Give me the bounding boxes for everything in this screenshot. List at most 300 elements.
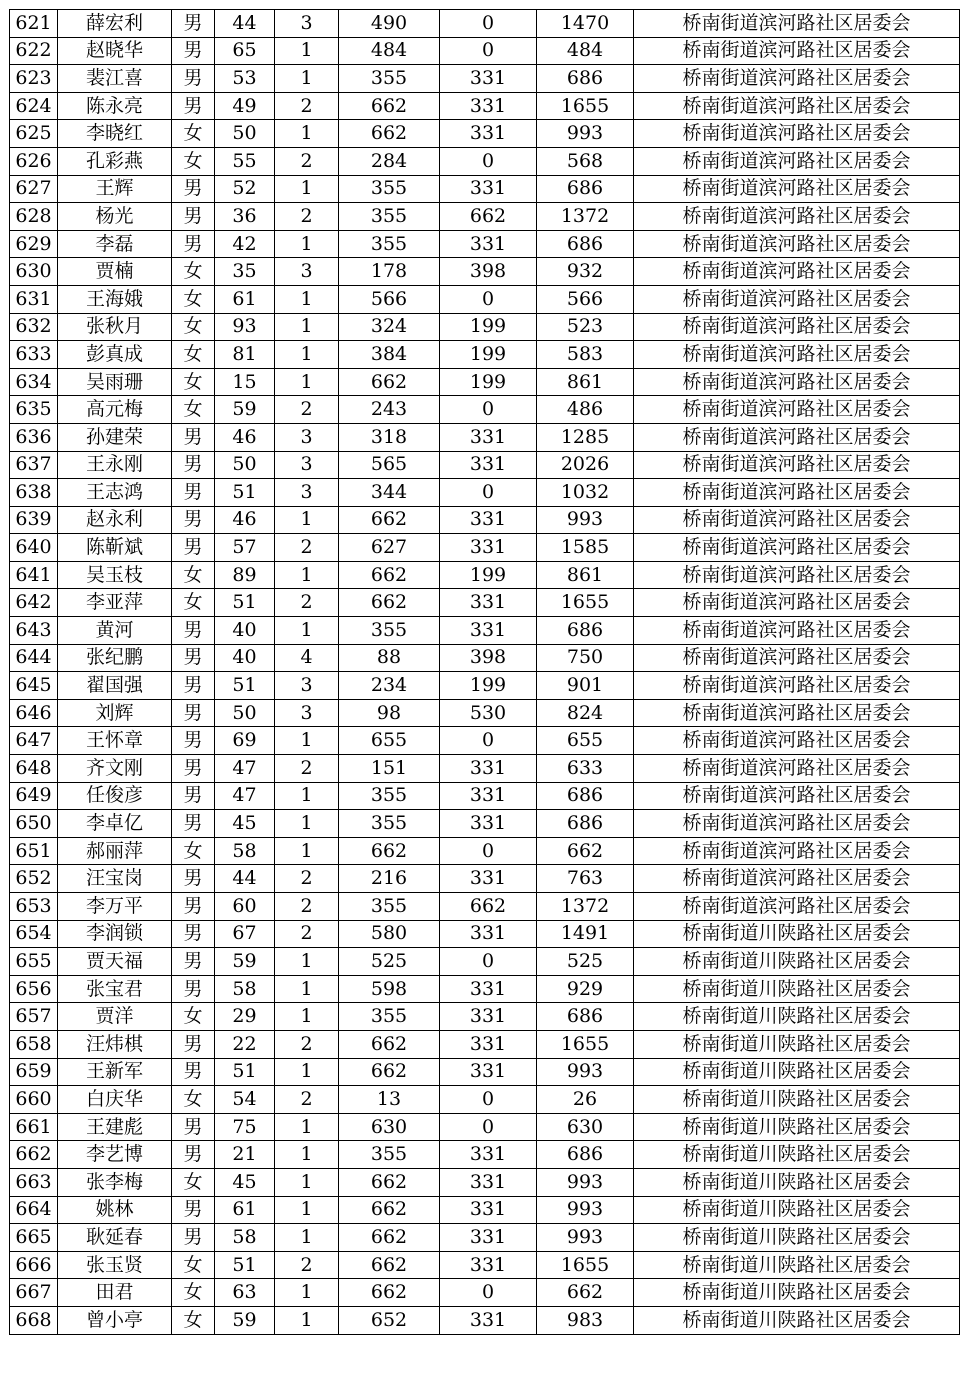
amount-a-cell: 662 xyxy=(339,1224,440,1252)
row-index-cell: 638 xyxy=(10,479,58,507)
total-amount-cell: 566 xyxy=(537,285,634,313)
amount-b-cell: 331 xyxy=(440,810,537,838)
person-name-cell: 李万平 xyxy=(58,893,172,921)
gender-cell: 男 xyxy=(172,644,215,672)
community-committee-cell: 桥南街道滨河路社区居委会 xyxy=(634,37,960,65)
gender-cell: 男 xyxy=(172,755,215,783)
gender-cell: 女 xyxy=(172,1003,215,1031)
row-index-cell: 664 xyxy=(10,1196,58,1224)
row-index-cell: 649 xyxy=(10,782,58,810)
household-size-cell: 1 xyxy=(275,837,339,865)
table-row xyxy=(10,1058,960,1086)
amount-a-cell: 88 xyxy=(339,644,440,672)
community-committee-cell: 桥南街道滨河路社区居委会 xyxy=(634,175,960,203)
household-size-cell: 3 xyxy=(275,451,339,479)
amount-a-cell: 355 xyxy=(339,782,440,810)
age-cell: 51 xyxy=(215,479,275,507)
person-name-cell: 白庆华 xyxy=(58,1086,172,1114)
amount-a-cell: 318 xyxy=(339,423,440,451)
total-amount-cell: 1585 xyxy=(537,534,634,562)
household-size-cell: 2 xyxy=(275,893,339,921)
person-name-cell: 王建彪 xyxy=(58,1113,172,1141)
table-row xyxy=(10,341,960,369)
amount-b-cell: 331 xyxy=(440,865,537,893)
row-index-cell: 622 xyxy=(10,37,58,65)
amount-a-cell: 243 xyxy=(339,396,440,424)
row-index-cell: 644 xyxy=(10,644,58,672)
person-name-cell: 吴雨珊 xyxy=(58,368,172,396)
community-committee-cell: 桥南街道滨河路社区居委会 xyxy=(634,699,960,727)
gender-cell: 男 xyxy=(172,699,215,727)
amount-a-cell: 344 xyxy=(339,479,440,507)
community-committee-cell: 桥南街道滨河路社区居委会 xyxy=(634,727,960,755)
gender-cell: 女 xyxy=(172,1279,215,1307)
age-cell: 50 xyxy=(215,699,275,727)
row-index-cell: 632 xyxy=(10,313,58,341)
total-amount-cell: 583 xyxy=(537,341,634,369)
total-amount-cell: 486 xyxy=(537,396,634,424)
gender-cell: 女 xyxy=(172,341,215,369)
row-index-cell: 645 xyxy=(10,672,58,700)
community-committee-cell: 桥南街道川陕路社区居委会 xyxy=(634,1141,960,1169)
age-cell: 58 xyxy=(215,837,275,865)
gender-cell: 男 xyxy=(172,1030,215,1058)
amount-b-cell: 331 xyxy=(440,1168,537,1196)
table-row xyxy=(10,975,960,1003)
row-index-cell: 635 xyxy=(10,396,58,424)
age-cell: 58 xyxy=(215,1224,275,1252)
amount-a-cell: 652 xyxy=(339,1306,440,1334)
household-size-cell: 1 xyxy=(275,313,339,341)
amount-a-cell: 662 xyxy=(339,368,440,396)
total-amount-cell: 686 xyxy=(537,782,634,810)
total-amount-cell: 686 xyxy=(537,810,634,838)
table-row xyxy=(10,285,960,313)
table-row xyxy=(10,561,960,589)
household-size-cell: 3 xyxy=(275,699,339,727)
amount-b-cell: 331 xyxy=(440,92,537,120)
gender-cell: 男 xyxy=(172,175,215,203)
person-name-cell: 高元梅 xyxy=(58,396,172,424)
total-amount-cell: 1285 xyxy=(537,423,634,451)
gender-cell: 男 xyxy=(172,479,215,507)
gender-cell: 男 xyxy=(172,506,215,534)
age-cell: 51 xyxy=(215,1251,275,1279)
amount-b-cell: 331 xyxy=(440,920,537,948)
age-cell: 45 xyxy=(215,1168,275,1196)
community-committee-cell: 桥南街道滨河路社区居委会 xyxy=(634,589,960,617)
community-committee-cell: 桥南街道川陕路社区居委会 xyxy=(634,1306,960,1334)
table-row xyxy=(10,37,960,65)
amount-a-cell: 525 xyxy=(339,948,440,976)
age-cell: 55 xyxy=(215,147,275,175)
amount-b-cell: 331 xyxy=(440,534,537,562)
community-committee-cell: 桥南街道川陕路社区居委会 xyxy=(634,1251,960,1279)
row-index-cell: 646 xyxy=(10,699,58,727)
total-amount-cell: 1655 xyxy=(537,92,634,120)
household-size-cell: 1 xyxy=(275,368,339,396)
amount-b-cell: 331 xyxy=(440,1030,537,1058)
household-size-cell: 2 xyxy=(275,865,339,893)
gender-cell: 男 xyxy=(172,92,215,120)
gender-cell: 男 xyxy=(172,10,215,38)
gender-cell: 男 xyxy=(172,1141,215,1169)
gender-cell: 男 xyxy=(172,230,215,258)
household-size-cell: 2 xyxy=(275,920,339,948)
age-cell: 59 xyxy=(215,1306,275,1334)
amount-b-cell: 0 xyxy=(440,1279,537,1307)
row-index-cell: 628 xyxy=(10,203,58,231)
row-index-cell: 623 xyxy=(10,65,58,93)
row-index-cell: 656 xyxy=(10,975,58,1003)
amount-b-cell: 0 xyxy=(440,396,537,424)
total-amount-cell: 929 xyxy=(537,975,634,1003)
amount-b-cell: 398 xyxy=(440,644,537,672)
person-name-cell: 王永刚 xyxy=(58,451,172,479)
community-committee-cell: 桥南街道滨河路社区居委会 xyxy=(634,893,960,921)
amount-a-cell: 662 xyxy=(339,1058,440,1086)
amount-b-cell: 0 xyxy=(440,10,537,38)
gender-cell: 女 xyxy=(172,258,215,286)
row-index-cell: 667 xyxy=(10,1279,58,1307)
amount-a-cell: 662 xyxy=(339,506,440,534)
total-amount-cell: 686 xyxy=(537,65,634,93)
community-committee-cell: 桥南街道滨河路社区居委会 xyxy=(634,120,960,148)
gender-cell: 男 xyxy=(172,203,215,231)
table-row xyxy=(10,92,960,120)
amount-a-cell: 662 xyxy=(339,1251,440,1279)
household-size-cell: 4 xyxy=(275,644,339,672)
gender-cell: 男 xyxy=(172,1058,215,1086)
person-name-cell: 翟国强 xyxy=(58,672,172,700)
household-size-cell: 2 xyxy=(275,1086,339,1114)
household-size-cell: 1 xyxy=(275,1224,339,1252)
amount-a-cell: 13 xyxy=(339,1086,440,1114)
total-amount-cell: 1032 xyxy=(537,479,634,507)
community-committee-cell: 桥南街道川陕路社区居委会 xyxy=(634,1086,960,1114)
age-cell: 61 xyxy=(215,1196,275,1224)
table-row xyxy=(10,727,960,755)
amount-b-cell: 0 xyxy=(440,1086,537,1114)
gender-cell: 女 xyxy=(172,589,215,617)
gender-cell: 女 xyxy=(172,396,215,424)
community-committee-cell: 桥南街道滨河路社区居委会 xyxy=(634,672,960,700)
row-index-cell: 665 xyxy=(10,1224,58,1252)
person-name-cell: 李亚萍 xyxy=(58,589,172,617)
age-cell: 46 xyxy=(215,506,275,534)
household-size-cell: 1 xyxy=(275,617,339,645)
gender-cell: 男 xyxy=(172,617,215,645)
table-row xyxy=(10,147,960,175)
amount-a-cell: 565 xyxy=(339,451,440,479)
total-amount-cell: 1655 xyxy=(537,589,634,617)
community-committee-cell: 桥南街道川陕路社区居委会 xyxy=(634,1224,960,1252)
row-index-cell: 661 xyxy=(10,1113,58,1141)
household-size-cell: 1 xyxy=(275,65,339,93)
record-table xyxy=(9,9,960,1335)
amount-a-cell: 355 xyxy=(339,203,440,231)
total-amount-cell: 523 xyxy=(537,313,634,341)
gender-cell: 女 xyxy=(172,285,215,313)
table-row xyxy=(10,699,960,727)
table-row xyxy=(10,755,960,783)
amount-b-cell: 331 xyxy=(440,1251,537,1279)
total-amount-cell: 633 xyxy=(537,755,634,783)
person-name-cell: 田君 xyxy=(58,1279,172,1307)
community-committee-cell: 桥南街道滨河路社区居委会 xyxy=(634,368,960,396)
table-row xyxy=(10,10,960,38)
person-name-cell: 李卓亿 xyxy=(58,810,172,838)
household-size-cell: 3 xyxy=(275,423,339,451)
person-name-cell: 王志鸿 xyxy=(58,479,172,507)
gender-cell: 女 xyxy=(172,561,215,589)
row-index-cell: 636 xyxy=(10,423,58,451)
gender-cell: 男 xyxy=(172,672,215,700)
community-committee-cell: 桥南街道川陕路社区居委会 xyxy=(634,975,960,1003)
household-size-cell: 1 xyxy=(275,561,339,589)
total-amount-cell: 1655 xyxy=(537,1251,634,1279)
row-index-cell: 666 xyxy=(10,1251,58,1279)
amount-a-cell: 234 xyxy=(339,672,440,700)
amount-b-cell: 331 xyxy=(440,120,537,148)
community-committee-cell: 桥南街道滨河路社区居委会 xyxy=(634,506,960,534)
amount-b-cell: 331 xyxy=(440,782,537,810)
table-row xyxy=(10,230,960,258)
amount-b-cell: 662 xyxy=(440,893,537,921)
amount-a-cell: 355 xyxy=(339,175,440,203)
row-index-cell: 642 xyxy=(10,589,58,617)
amount-a-cell: 355 xyxy=(339,65,440,93)
gender-cell: 男 xyxy=(172,920,215,948)
person-name-cell: 黄河 xyxy=(58,617,172,645)
amount-a-cell: 662 xyxy=(339,837,440,865)
amount-b-cell: 331 xyxy=(440,1196,537,1224)
row-index-cell: 641 xyxy=(10,561,58,589)
age-cell: 69 xyxy=(215,727,275,755)
amount-a-cell: 151 xyxy=(339,755,440,783)
age-cell: 29 xyxy=(215,1003,275,1031)
person-name-cell: 贾洋 xyxy=(58,1003,172,1031)
row-index-cell: 648 xyxy=(10,755,58,783)
table-row xyxy=(10,479,960,507)
table-row xyxy=(10,1279,960,1307)
amount-a-cell: 355 xyxy=(339,1003,440,1031)
row-index-cell: 624 xyxy=(10,92,58,120)
amount-b-cell: 331 xyxy=(440,506,537,534)
amount-a-cell: 566 xyxy=(339,285,440,313)
table-row xyxy=(10,1196,960,1224)
community-committee-cell: 桥南街道滨河路社区居委会 xyxy=(634,230,960,258)
amount-b-cell: 331 xyxy=(440,423,537,451)
row-index-cell: 660 xyxy=(10,1086,58,1114)
total-amount-cell: 901 xyxy=(537,672,634,700)
total-amount-cell: 1470 xyxy=(537,10,634,38)
age-cell: 44 xyxy=(215,10,275,38)
amount-a-cell: 178 xyxy=(339,258,440,286)
age-cell: 51 xyxy=(215,589,275,617)
age-cell: 51 xyxy=(215,1058,275,1086)
amount-a-cell: 484 xyxy=(339,37,440,65)
table-row xyxy=(10,506,960,534)
row-index-cell: 653 xyxy=(10,893,58,921)
amount-b-cell: 331 xyxy=(440,451,537,479)
household-size-cell: 1 xyxy=(275,1003,339,1031)
gender-cell: 男 xyxy=(172,1196,215,1224)
amount-a-cell: 355 xyxy=(339,810,440,838)
row-index-cell: 668 xyxy=(10,1306,58,1334)
person-name-cell: 李艺博 xyxy=(58,1141,172,1169)
amount-b-cell: 0 xyxy=(440,948,537,976)
household-size-cell: 3 xyxy=(275,10,339,38)
age-cell: 81 xyxy=(215,341,275,369)
person-name-cell: 孔彩燕 xyxy=(58,147,172,175)
gender-cell: 男 xyxy=(172,37,215,65)
row-index-cell: 629 xyxy=(10,230,58,258)
amount-b-cell: 199 xyxy=(440,341,537,369)
row-index-cell: 634 xyxy=(10,368,58,396)
age-cell: 50 xyxy=(215,120,275,148)
gender-cell: 男 xyxy=(172,534,215,562)
table-row xyxy=(10,175,960,203)
amount-a-cell: 662 xyxy=(339,1196,440,1224)
community-committee-cell: 桥南街道滨河路社区居委会 xyxy=(634,147,960,175)
row-index-cell: 655 xyxy=(10,948,58,976)
table-row xyxy=(10,1030,960,1058)
table-row xyxy=(10,1224,960,1252)
table-row xyxy=(10,423,960,451)
household-size-cell: 1 xyxy=(275,506,339,534)
gender-cell: 男 xyxy=(172,782,215,810)
row-index-cell: 639 xyxy=(10,506,58,534)
amount-b-cell: 199 xyxy=(440,672,537,700)
row-index-cell: 663 xyxy=(10,1168,58,1196)
person-name-cell: 李磊 xyxy=(58,230,172,258)
table-row xyxy=(10,396,960,424)
household-size-cell: 1 xyxy=(275,810,339,838)
total-amount-cell: 993 xyxy=(537,1058,634,1086)
row-index-cell: 651 xyxy=(10,837,58,865)
row-index-cell: 637 xyxy=(10,451,58,479)
gender-cell: 女 xyxy=(172,368,215,396)
row-index-cell: 621 xyxy=(10,10,58,38)
row-index-cell: 654 xyxy=(10,920,58,948)
age-cell: 47 xyxy=(215,782,275,810)
community-committee-cell: 桥南街道滨河路社区居委会 xyxy=(634,782,960,810)
gender-cell: 男 xyxy=(172,1113,215,1141)
community-committee-cell: 桥南街道滨河路社区居委会 xyxy=(634,561,960,589)
total-amount-cell: 26 xyxy=(537,1086,634,1114)
household-size-cell: 1 xyxy=(275,230,339,258)
gender-cell: 女 xyxy=(172,1306,215,1334)
household-size-cell: 2 xyxy=(275,147,339,175)
amount-b-cell: 331 xyxy=(440,1003,537,1031)
person-name-cell: 汪宝岗 xyxy=(58,865,172,893)
gender-cell: 女 xyxy=(172,120,215,148)
amount-b-cell: 331 xyxy=(440,65,537,93)
community-committee-cell: 桥南街道滨河路社区居委会 xyxy=(634,258,960,286)
age-cell: 46 xyxy=(215,423,275,451)
row-index-cell: 662 xyxy=(10,1141,58,1169)
person-name-cell: 陈永亮 xyxy=(58,92,172,120)
amount-b-cell: 331 xyxy=(440,1141,537,1169)
person-name-cell: 耿延春 xyxy=(58,1224,172,1252)
amount-b-cell: 331 xyxy=(440,975,537,1003)
amount-a-cell: 98 xyxy=(339,699,440,727)
table-row xyxy=(10,589,960,617)
amount-b-cell: 331 xyxy=(440,589,537,617)
total-amount-cell: 861 xyxy=(537,368,634,396)
gender-cell: 男 xyxy=(172,1224,215,1252)
person-name-cell: 贾楠 xyxy=(58,258,172,286)
age-cell: 63 xyxy=(215,1279,275,1307)
age-cell: 89 xyxy=(215,561,275,589)
table-row xyxy=(10,120,960,148)
amount-b-cell: 331 xyxy=(440,617,537,645)
table-row xyxy=(10,810,960,838)
amount-a-cell: 324 xyxy=(339,313,440,341)
row-index-cell: 658 xyxy=(10,1030,58,1058)
total-amount-cell: 2026 xyxy=(537,451,634,479)
household-size-cell: 2 xyxy=(275,1030,339,1058)
row-index-cell: 657 xyxy=(10,1003,58,1031)
community-committee-cell: 桥南街道滨河路社区居委会 xyxy=(634,755,960,783)
table-row xyxy=(10,203,960,231)
gender-cell: 男 xyxy=(172,810,215,838)
amount-a-cell: 662 xyxy=(339,589,440,617)
gender-cell: 男 xyxy=(172,948,215,976)
community-committee-cell: 桥南街道川陕路社区居委会 xyxy=(634,1003,960,1031)
household-size-cell: 2 xyxy=(275,534,339,562)
community-committee-cell: 桥南街道滨河路社区居委会 xyxy=(634,423,960,451)
amount-b-cell: 0 xyxy=(440,837,537,865)
amount-b-cell: 199 xyxy=(440,313,537,341)
table-row xyxy=(10,1251,960,1279)
person-name-cell: 陈靳斌 xyxy=(58,534,172,562)
person-name-cell: 孙建荣 xyxy=(58,423,172,451)
amount-a-cell: 662 xyxy=(339,561,440,589)
amount-b-cell: 331 xyxy=(440,755,537,783)
household-size-cell: 1 xyxy=(275,1168,339,1196)
table-row xyxy=(10,65,960,93)
household-size-cell: 1 xyxy=(275,1279,339,1307)
amount-a-cell: 598 xyxy=(339,975,440,1003)
household-size-cell: 3 xyxy=(275,672,339,700)
household-size-cell: 2 xyxy=(275,755,339,783)
table-row xyxy=(10,672,960,700)
row-index-cell: 627 xyxy=(10,175,58,203)
age-cell: 59 xyxy=(215,948,275,976)
total-amount-cell: 932 xyxy=(537,258,634,286)
household-size-cell: 2 xyxy=(275,589,339,617)
gender-cell: 女 xyxy=(172,1086,215,1114)
amount-b-cell: 199 xyxy=(440,368,537,396)
community-committee-cell: 桥南街道滨河路社区居委会 xyxy=(634,285,960,313)
community-committee-cell: 桥南街道滨河路社区居委会 xyxy=(634,479,960,507)
gender-cell: 女 xyxy=(172,837,215,865)
age-cell: 61 xyxy=(215,285,275,313)
row-index-cell: 652 xyxy=(10,865,58,893)
household-size-cell: 1 xyxy=(275,782,339,810)
person-name-cell: 李润锁 xyxy=(58,920,172,948)
person-name-cell: 刘辉 xyxy=(58,699,172,727)
total-amount-cell: 686 xyxy=(537,617,634,645)
person-name-cell: 张李梅 xyxy=(58,1168,172,1196)
community-committee-cell: 桥南街道川陕路社区居委会 xyxy=(634,1113,960,1141)
amount-b-cell: 0 xyxy=(440,147,537,175)
amount-a-cell: 662 xyxy=(339,1030,440,1058)
community-committee-cell: 桥南街道滨河路社区居委会 xyxy=(634,837,960,865)
person-name-cell: 李晓红 xyxy=(58,120,172,148)
